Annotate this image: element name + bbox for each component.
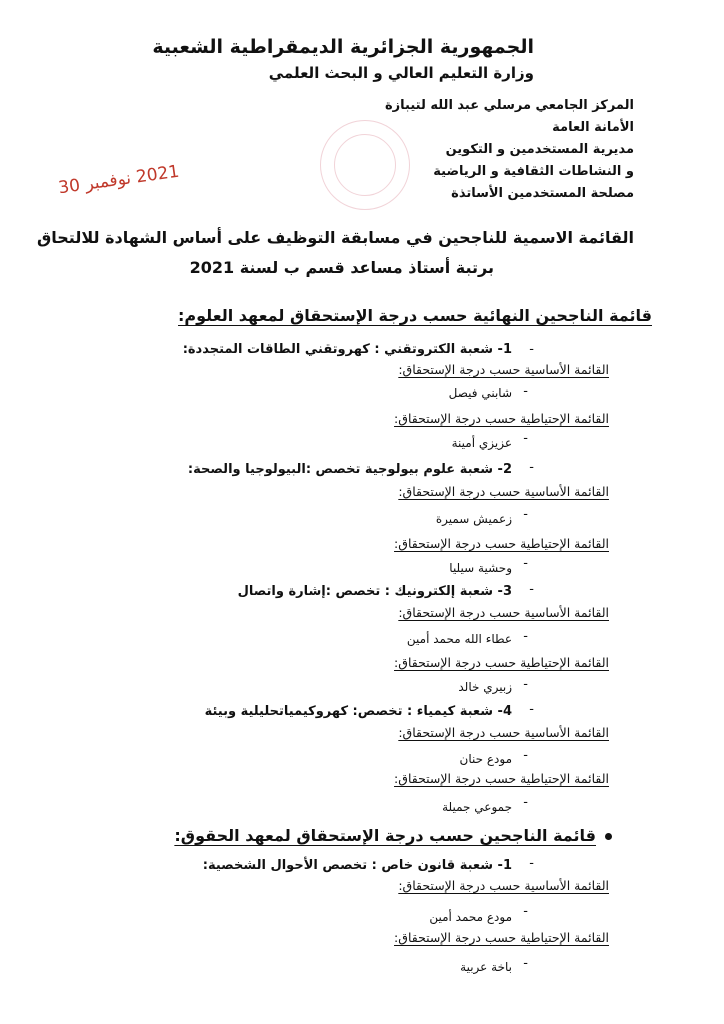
- science-2-reserve-name: وحشية سيليا: [449, 561, 512, 575]
- ministry-title: وزارة التعليم العالي و البحث العلمي: [268, 64, 534, 82]
- document-title-line-1: القائمة الاسمية للناجحين في مسابقة التوظيف على أساس الشهادة للالتحاق: [36, 228, 634, 247]
- science-4-main-name: مودع حنان: [459, 752, 512, 766]
- science-branch-1: 1- شعبة الكتروتقني : كهروتقني الطاقات المتجددة:: [182, 342, 512, 357]
- dash: -: [529, 460, 534, 475]
- science-branch-3: 3- شعبة إلكترونيك : تخصص :إشارة واتصال: [237, 584, 512, 599]
- science-1-main-name: شابني فيصل: [448, 386, 512, 400]
- science-2-main-label: القائمة الأساسية حسب درجة الإستحقاق:: [398, 484, 609, 499]
- science-branch-4: 4- شعبة كيمياء : تخصص: كهروكيمياتحليلية وبيئة: [204, 704, 512, 719]
- science-3-main-label: القائمة الأساسية حسب درجة الإستحقاق:: [398, 605, 609, 620]
- science-4-reserve-name: جموعي جميلة: [442, 800, 512, 814]
- header-line-1: المركز الجامعي مرسلي عبد الله لتيبازة: [385, 98, 634, 113]
- dash: -: [529, 702, 534, 717]
- date-stamp: 2021 نوفمبر 30: [57, 161, 181, 199]
- dash: -: [529, 342, 534, 357]
- dash: -: [523, 556, 528, 571]
- science-3-reserve-label: القائمة الإحتياطية حسب درجة الإستحقاق:: [394, 655, 609, 670]
- dash: -: [529, 582, 534, 597]
- science-4-reserve-label: القائمة الإحتياطية حسب درجة الإستحقاق:: [394, 771, 609, 786]
- law-1-reserve-name: باخة عربية: [460, 960, 512, 974]
- dash: -: [529, 856, 534, 871]
- law-1-main-label: القائمة الأساسية حسب درجة الإستحقاق:: [398, 878, 609, 893]
- header-line-2: الأمانة العامة: [552, 120, 634, 135]
- official-seal-inner: [334, 134, 396, 196]
- dash: -: [523, 384, 528, 399]
- dash: -: [523, 748, 528, 763]
- dash: -: [523, 795, 528, 810]
- science-1-main-label: القائمة الأساسية حسب درجة الإستحقاق:: [398, 362, 609, 377]
- law-1-reserve-label: القائمة الإحتياطية حسب درجة الإستحقاق:: [394, 930, 609, 945]
- header-line-4: و النشاطات الثقافية و الرياضية: [433, 164, 634, 179]
- header-line-5: مصلحة المستخدمين الأساتذة: [451, 186, 634, 201]
- science-branch-2: 2- شعبة علوم بيولوجية تخصص :البيولوجيا والصحة:: [187, 462, 512, 477]
- law-heading: قائمة الناجحين حسب درجة الإستحقاق لمعهد الحقوق:: [174, 826, 596, 845]
- science-heading: قائمة الناجحين النهائية حسب درجة الإستحقاق لمعهد العلوم:: [178, 306, 652, 325]
- document-title-line-2: برتبة أستاذ مساعد قسم ب لسنة 2021: [189, 258, 494, 277]
- law-branch-1: 1- شعبة قانون خاص : تخصص الأحوال الشخصية:: [202, 858, 512, 873]
- science-3-main-name: عطاء الله محمد أمين: [406, 632, 512, 646]
- science-2-reserve-label: القائمة الإحتياطية حسب درجة الإستحقاق:: [394, 536, 609, 551]
- header-line-3: مديرية المستخدمين و التكوين: [445, 142, 634, 157]
- bullet-icon: [605, 833, 612, 840]
- dash: -: [523, 956, 528, 971]
- science-1-reserve-name: عزيزي أمينة: [451, 436, 512, 450]
- dash: -: [523, 677, 528, 692]
- science-4-main-label: القائمة الأساسية حسب درجة الإستحقاق:: [398, 725, 609, 740]
- dash: -: [523, 904, 528, 919]
- science-1-reserve-label: القائمة الإحتياطية حسب درجة الإستحقاق:: [394, 411, 609, 426]
- dash: -: [523, 431, 528, 446]
- science-3-reserve-name: زبيري خالد: [458, 680, 512, 694]
- dash: -: [523, 507, 528, 522]
- science-2-main-name: زعميش سميرة: [435, 512, 512, 526]
- law-1-main-name: مودع محمد أمين: [429, 910, 512, 924]
- republic-title: الجمهورية الجزائرية الديمقراطية الشعبية: [152, 36, 534, 58]
- dash: -: [523, 629, 528, 644]
